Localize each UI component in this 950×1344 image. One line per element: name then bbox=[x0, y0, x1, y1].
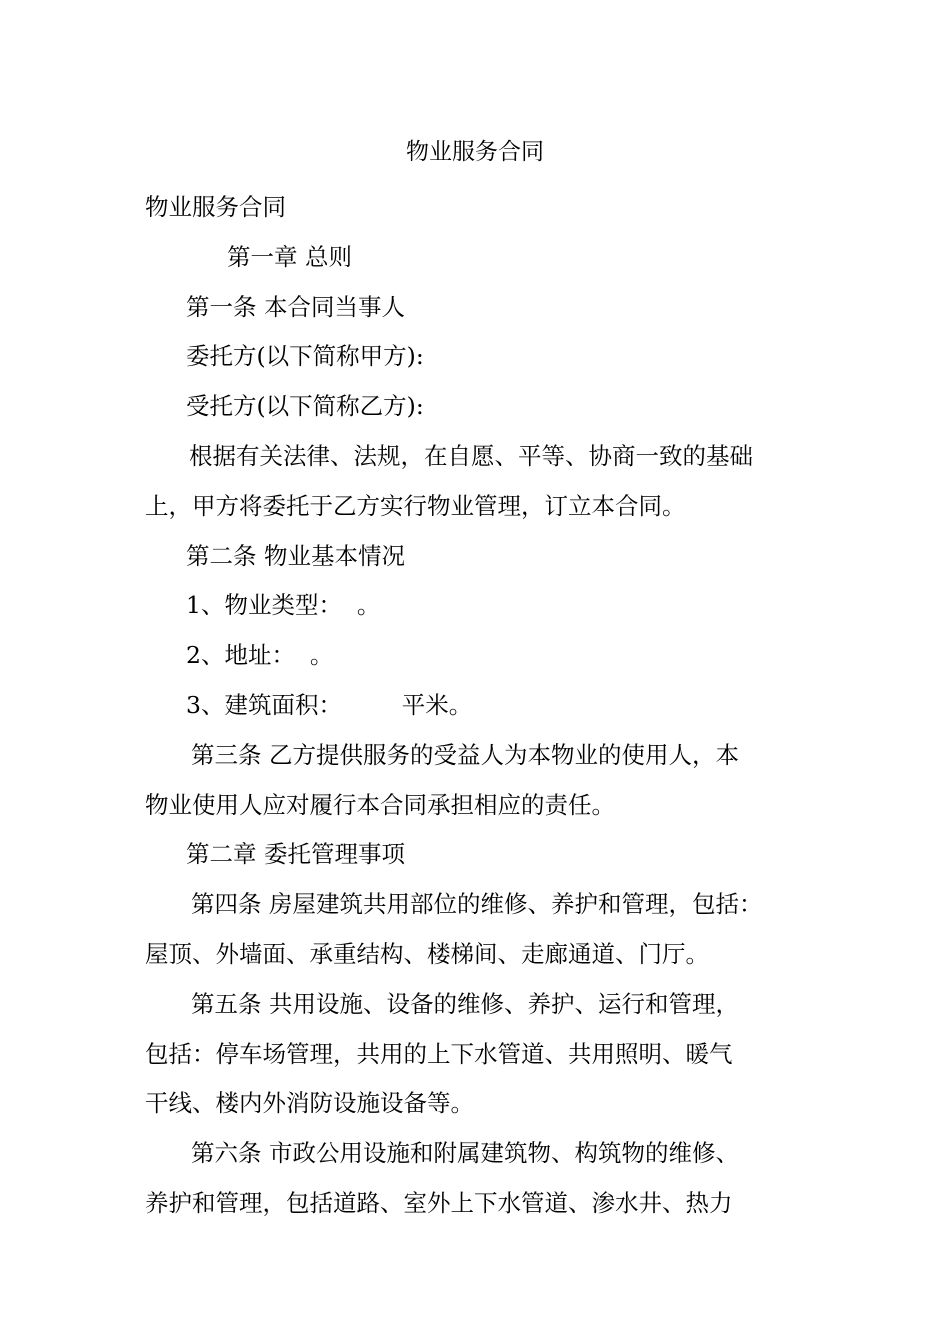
article-heading: 第一条 本合同当事人 bbox=[186, 292, 405, 321]
subtitle-line: 物业服务合同 bbox=[145, 193, 286, 221]
paragraph-line: 屋顶、外墙面、承重结构、楼梯间、走廊通道、门厅。 bbox=[145, 939, 709, 968]
paragraph-line: 养护和管理，包括道路、室外上下水管道、渗水井、热力 bbox=[145, 1188, 733, 1217]
article-paragraph: 第五条 共用设施、设备的维修、养护、运行和管理， bbox=[191, 989, 739, 1018]
article-paragraph: 第三条 乙方提供服务的受益人为本物业的使用人，本 bbox=[191, 740, 739, 769]
chapter-heading: 第二章 委托管理事项 bbox=[186, 840, 405, 869]
paragraph-line: 委托方(以下简称甲方): bbox=[186, 342, 424, 371]
paragraph-line: 包括：停车场管理，共用的上下水管道、共用照明、暖气 bbox=[145, 1039, 733, 1068]
paragraph-line: 根据有关法律、法规，在自愿、平等、协商一致的基础 bbox=[189, 441, 753, 470]
paragraph-line: 上，甲方将委托于乙方实行物业管理，订立本合同。 bbox=[145, 491, 686, 520]
document-title: 物业服务合同 bbox=[406, 139, 544, 165]
article-paragraph: 第四条 房屋建筑共用部位的维修、养护和管理，包括： bbox=[191, 890, 763, 919]
list-item: 2、地址： 。 bbox=[186, 641, 334, 670]
chapter-heading: 第一章 总则 bbox=[227, 242, 352, 271]
paragraph-line: 干线、楼内外消防设施设备等。 bbox=[145, 1089, 474, 1118]
article-heading: 第二条 物业基本情况 bbox=[186, 541, 405, 570]
document-body bbox=[145, 183, 820, 1229]
article-paragraph: 第六条 市政公用设施和附属建筑物、构筑物的维修、 bbox=[191, 1139, 739, 1168]
paragraph-line: 物业使用人应对履行本合同承担相应的责任。 bbox=[145, 790, 615, 819]
list-item: 1、物业类型： 。 bbox=[186, 591, 381, 620]
list-item: 3、建筑面积： 平米。 bbox=[186, 690, 473, 719]
paragraph-line: 受托方(以下简称乙方): bbox=[186, 392, 424, 421]
